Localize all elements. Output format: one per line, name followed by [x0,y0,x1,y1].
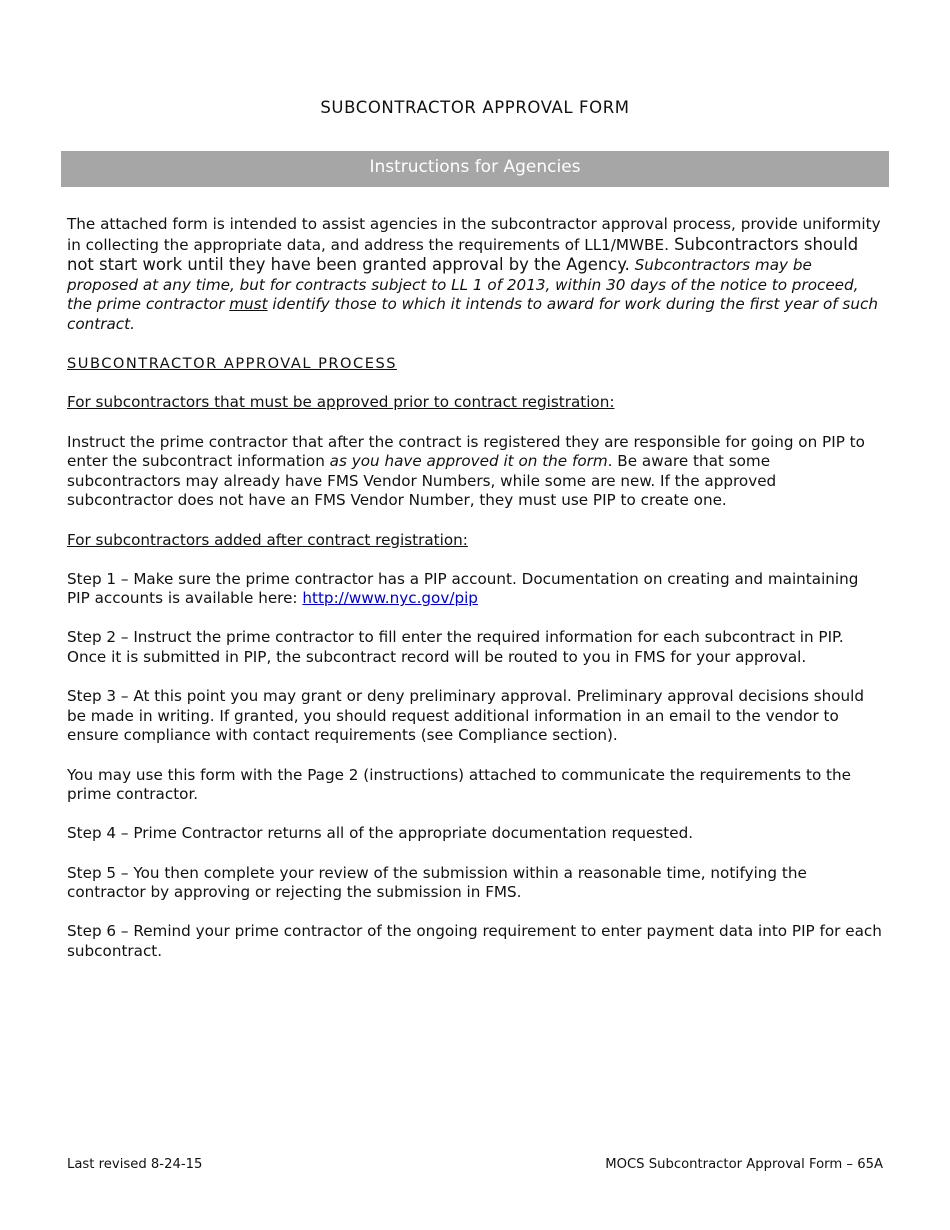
step-5: Step 5 – You then complete your review of the submission within a reasonable time, notifying the contractor by approving or rejecting the submission in FMS. [67,863,807,902]
step-1-text: Step 1 – Make sure the prime contractor has a PIP account. Documentation on creating and maintaining PIP accounts is available here: [67,569,859,608]
intro-paragraph [67,215,885,335]
step-2: Step 2 – Instruct the prime contractor to fill enter the required information for each subcontract in PIP. Once it is submitted in PIP, the subcontract record will be routed to you in FMS for your approval. [67,628,844,667]
prior-text-1: Instruct the prime contractor that after the contract is registered they are responsible for going on PIP to enter the subcontract information [67,432,865,471]
intro-italic-must: must [229,295,268,314]
pip-link[interactable]: http://www.nyc.gov/pip [302,589,478,608]
intro-italic-2: identify those to which it intends to award for work during the first year of such contract. [67,295,878,333]
form-title: SUBCONTRACTOR APPROVAL FORM [320,98,630,117]
footer-form-id: MOCS Subcontractor Approval Form – 65A [605,1157,883,1172]
page2-note: You may use this form with the Page 2 (instructions) attached to communicate the requirements to the prime contractor. [67,765,851,804]
subheading-after [67,531,885,551]
prior-text-italic: as you have approved it on the form [329,452,608,471]
section-heading [67,354,885,374]
prior-heading: For subcontractors that must be approved prior to contract registration: [67,393,615,412]
intro-text-1: The attached form is intended to assist agencies in the subcontractor approval process, provide uniformity in collecting the appropriate data, and address the requirements of LL1/MWBE. [67,215,881,254]
document-body [67,215,885,981]
step-4: Step 4 – Prime Contractor returns all of the appropriate documentation requested. [67,824,694,843]
prior-paragraph [67,433,885,511]
step-3: Step 3 – At this point you may grant or deny preliminary approval. Preliminary approval decisions should be made in writing. If granted, you should request additional information in an email to the vendor to ensure compliance with contact requirements (see Compliance section). [67,687,865,745]
intro-italic-1: Subcontractors may be proposed at any time, but for contracts subject to LL 1 of 2013, within 30 days of the notice to proceed, the prime contractor [67,256,859,314]
subheading-prior [67,393,885,413]
instructions-banner: Instructions for Agencies [61,151,889,187]
intro-text-2: Subcontractors should not start work until they have been granted approval by the Agency. [67,234,859,275]
footer-revision: Last revised 8-24-15 [67,1157,203,1172]
after-heading: For subcontractors added after contract registration: [67,530,468,549]
prior-text-2: . Be aware that some subcontractors may already have FMS Vendor Numbers, while some are new. If the approved subcontractor does not have an FMS Vendor Number, they must use PIP to create one. [67,452,777,510]
process-heading: SUBCONTRACTOR APPROVAL PROCESS [67,355,397,373]
step-1 [67,570,885,609]
step-6: Step 6 – Remind your prime contractor of the ongoing requirement to enter payment data into PIP for each subcontract. [67,922,882,960]
